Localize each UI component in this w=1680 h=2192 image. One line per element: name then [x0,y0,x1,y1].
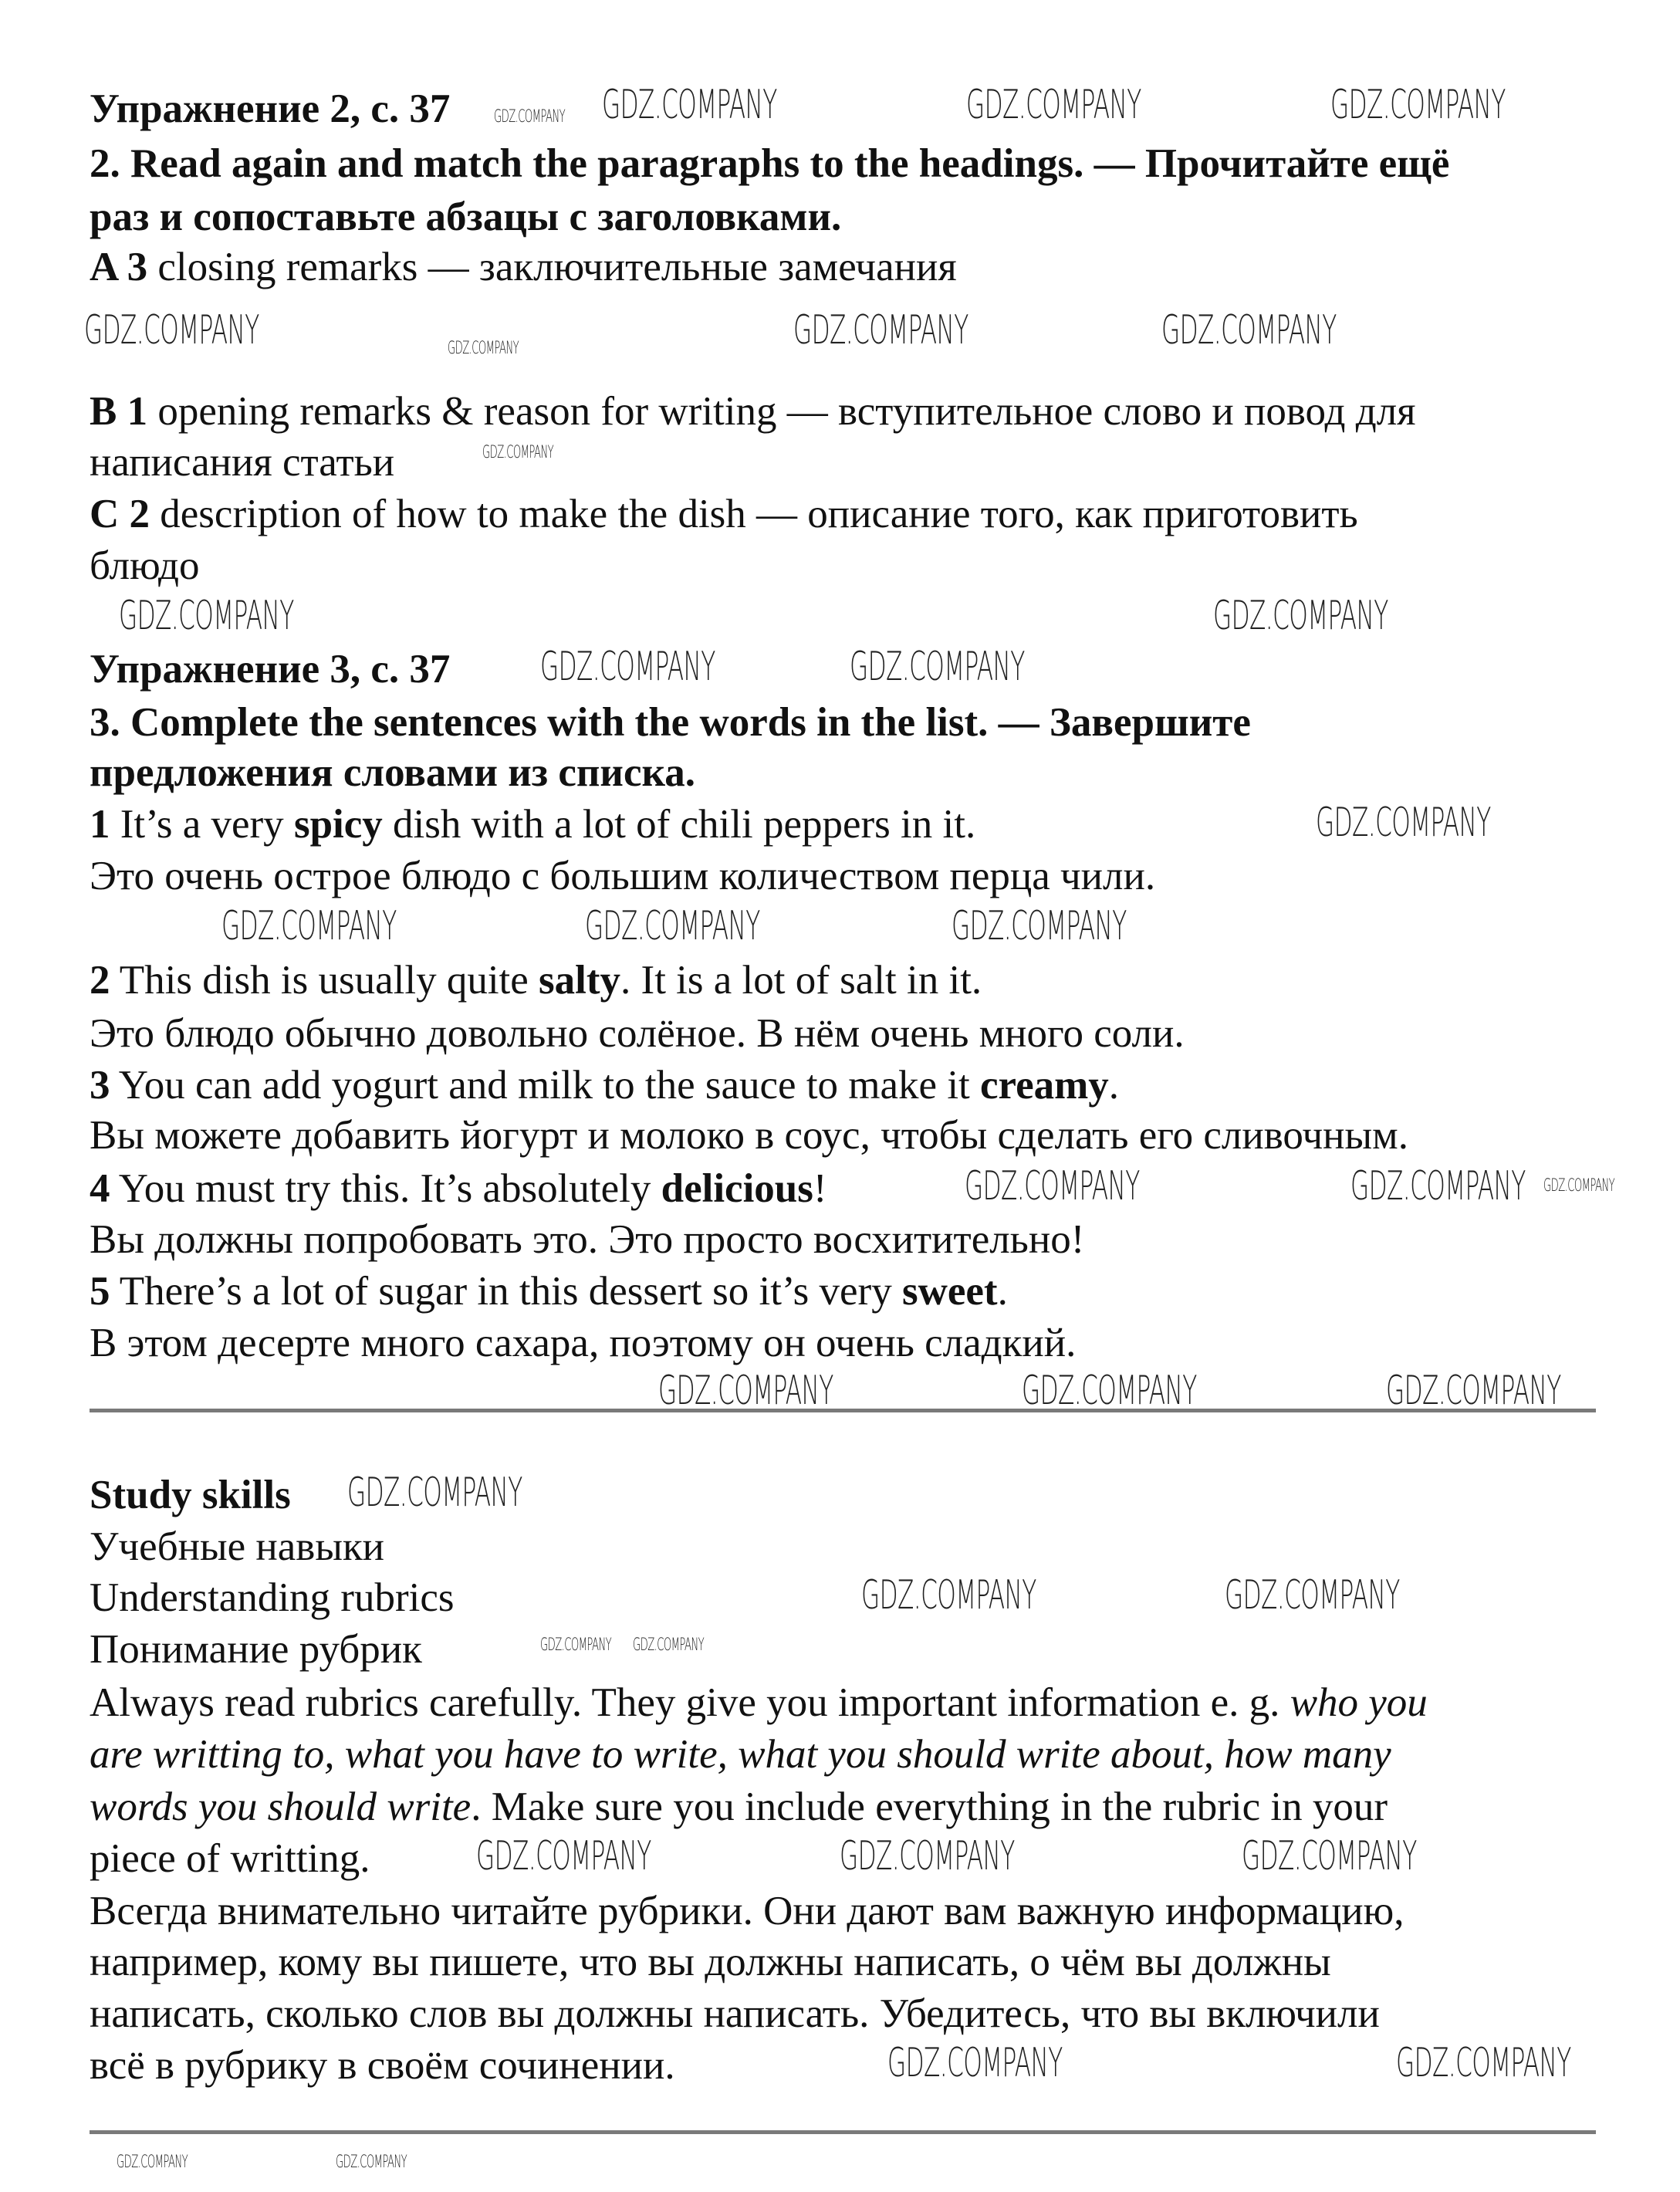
sentence-number: 3 [90,1063,110,1108]
study-text-ru-2: например, кому вы пишете, что вы должны написать, о чём вы должны [90,1940,1331,1984]
watermark: GDZ.COMPANY [221,903,397,949]
sentence-text: . [997,1269,1008,1314]
exercise-3-task: 3. Complete the sentences with the words in the list. — Завершите [90,700,1251,745]
divider [90,1409,1596,1412]
watermark: GDZ.COMPANY [448,339,519,358]
divider [90,2130,1596,2134]
sentence-text: You must try this. It’s absolutely [110,1166,661,1211]
answer-word: delicious [661,1166,813,1211]
answer-word: creamy [980,1063,1109,1108]
answer-text: description of how to make the dish — описание того, как приготовить [150,492,1358,536]
watermark: GDZ.COMPANY [850,644,1025,690]
watermark: GDZ.COMPANY [965,1163,1140,1209]
watermark: GDZ.COMPANY [658,1368,833,1414]
watermark: GDZ.COMPANY [540,1636,612,1655]
watermark: GDZ.COMPANY [840,1833,1015,1879]
watermark: GDZ.COMPANY [1350,1163,1526,1209]
study-text-ru-4: всё в рубрику в своём сочинении. [90,2043,675,2088]
watermark: GDZ.COMPANY [966,82,1141,128]
sentence-text: This dish is usually quite [110,958,539,1003]
watermark: GDZ.COMPANY [952,903,1127,949]
sentence-5 [90,1266,1008,1317]
translation-1: Это очень острое блюдо с большим количеством перца чили. [90,854,1156,898]
answer-key: A 3 [90,245,148,289]
answer-key: B 1 [90,389,148,434]
answer-c-cont: блюдо [90,543,200,588]
exercise-2-task-cont: раз и сопоставьте абзацы с заголовками. [90,195,842,239]
study-skills-subheading-ru: Понимание рубрик [90,1627,422,1672]
answer-b [90,386,1416,437]
watermark: GDZ.COMPANY [84,307,259,353]
answer-text: closing remarks — заключительные замечания [147,245,957,289]
watermark: GDZ.COMPANY [119,593,294,639]
watermark: GDZ.COMPANY [1543,1176,1615,1196]
watermark: GDZ.COMPANY [633,1636,705,1655]
watermark: GDZ.COMPANY [1161,307,1337,353]
answer-word: sweet [901,1269,998,1314]
sentence-4 [90,1163,827,1214]
sentence-3 [90,1060,1119,1111]
exercise-3-heading: Упражнение 3, с. 37 [90,647,451,692]
watermark: GDZ.COMPANY [793,307,968,353]
sentence-text: . [1108,1063,1120,1108]
answer-b-cont: написания статьи [90,440,395,485]
watermark: GDZ.COMPANY [1330,82,1506,128]
sentence-text: It’s a very [110,802,294,847]
study-text-en-3 [90,1781,1388,1832]
watermark: GDZ.COMPANY [861,1572,1036,1619]
watermark: GDZ.COMPANY [1396,2040,1571,2086]
watermark: GDZ.COMPANY [336,2153,407,2172]
sentence-number: 2 [90,958,110,1003]
sentence-number: 5 [90,1269,110,1314]
study-skills-subheading: Understanding rubrics [90,1575,455,1620]
watermark: GDZ.COMPANY [1022,1368,1197,1414]
text: Always read rubrics carefully. They give you important information e. g. [90,1680,1290,1725]
sentence-1 [90,799,975,850]
translation-3: Вы можете добавить йогурт и молоко в соус, чтобы сделать его сливочным. [90,1113,1408,1158]
sentence-text: dish with a lot of chili peppers in it. [382,802,976,847]
text: . Make sure you include everything in the rubric in your [471,1784,1388,1829]
answer-key: C 2 [90,492,150,536]
answer-a [90,242,957,293]
study-text-en-1 [90,1677,1428,1728]
watermark: GDZ.COMPANY [1213,593,1388,639]
sentence-text: There’s a lot of sugar in this dessert so it’s very [110,1269,902,1314]
study-text-en-4: piece of writting. [90,1836,370,1881]
italic-text: who you [1290,1680,1428,1725]
watermark: GDZ.COMPANY [1242,1833,1417,1879]
study-text-ru-1: Всегда внимательно читайте рубрики. Они дают вам важную информацию, [90,1889,1405,1933]
watermark: GDZ.COMPANY [887,2040,1063,2086]
sentence-text: You can add yogurt and milk to the sauce to make it [110,1063,981,1108]
exercise-3-task-cont: предложения словами из списка. [90,750,695,795]
italic-text: words you should write [90,1784,472,1829]
watermark: GDZ.COMPANY [482,443,554,462]
study-skills-heading: Study skills [90,1473,291,1517]
watermark: GDZ.COMPANY [585,903,760,949]
watermark: GDZ.COMPANY [540,644,715,690]
sentence-2 [90,955,982,1006]
watermark: GDZ.COMPANY [117,2153,188,2172]
watermark: GDZ.COMPANY [1386,1368,1561,1414]
study-text-ru-3: написать, сколько слов вы должны написать. Убедитесь, что вы включили [90,1991,1380,2036]
study-text-en-2: are writting to, what you have to write, what you should write about, how many [90,1732,1391,1777]
answer-word: salty [539,958,621,1003]
sentence-text: ! [813,1166,827,1211]
watermark: GDZ.COMPANY [494,107,566,127]
translation-5: В этом десерте много сахара, поэтому он очень сладкий. [90,1321,1077,1365]
sentence-number: 1 [90,802,110,847]
watermark: GDZ.COMPANY [347,1470,522,1516]
sentence-text: . It is a lot of salt in it. [620,958,982,1003]
watermark: GDZ.COMPANY [602,82,777,128]
exercise-2-task: 2. Read again and match the paragraphs to the headings. — Прочитайте ещё [90,141,1450,186]
watermark: GDZ.COMPANY [1225,1572,1400,1619]
answer-c [90,489,1358,540]
translation-4: Вы должны попробовать это. Это просто восхитительно! [90,1217,1085,1262]
watermark: GDZ.COMPANY [1316,800,1491,846]
study-skills-heading-ru: Учебные навыки [90,1524,385,1569]
sentence-number: 4 [90,1166,110,1211]
watermark: GDZ.COMPANY [476,1833,651,1879]
answer-text: opening remarks & reason for writing — вступительное слово и повод для [147,389,1416,434]
exercise-2-heading: Упражнение 2, с. 37 [90,86,451,131]
answer-word: spicy [293,802,383,847]
translation-2: Это блюдо обычно довольно солёное. В нём очень много соли. [90,1011,1185,1056]
